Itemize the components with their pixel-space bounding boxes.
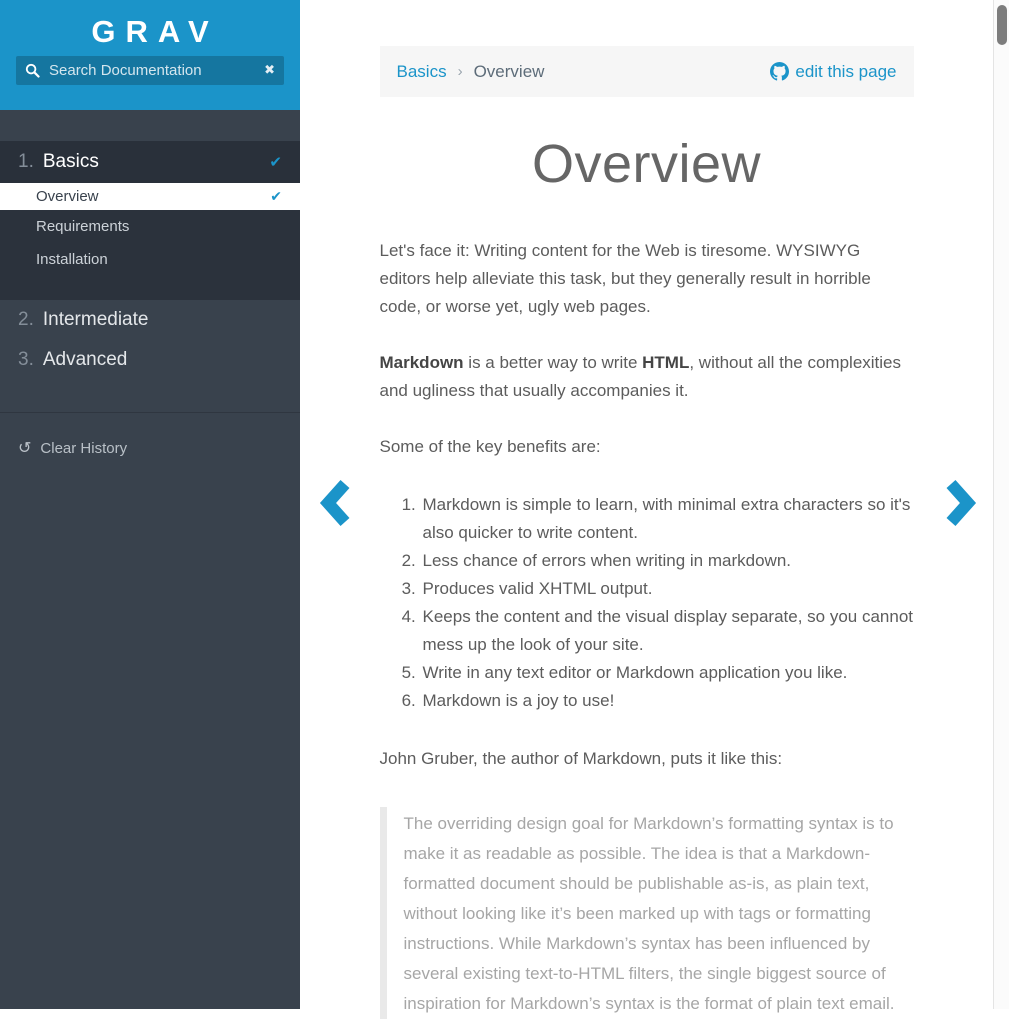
prev-page-button[interactable] (317, 477, 351, 529)
page-title: Overview (531, 134, 762, 194)
next-page-button[interactable] (945, 477, 979, 529)
chapter-label: Basics (42, 151, 99, 172)
scrollbar-track[interactable] (993, 0, 1009, 1009)
bold-html: HTML (642, 353, 690, 372)
sidebar-chapter-advanced[interactable] (0, 340, 300, 380)
article (380, 133, 914, 1019)
list-item: 1. Markdown is simple to learn, with minimal extra characters so it's also quicker to write content. (421, 491, 914, 547)
sidebar-item-label: Overview (36, 188, 99, 205)
list-item: 3. Produces valid XHTML output. (421, 575, 914, 603)
edit-this-page-link[interactable] (770, 62, 896, 82)
list-item: 4. Keeps the content and the visual display separate, so you cannot mess up the look of your site. (421, 603, 914, 659)
grav-logo[interactable]: GRAV (91, 14, 219, 49)
breadcrumb (380, 46, 914, 97)
scrollbar-thumb[interactable] (997, 5, 1007, 45)
markdown-paragraph: Markdown is a better way to write HTML, without all the complexities and ugliness that usually accompanies it. (379, 353, 902, 400)
chapter-number: 1. (18, 151, 34, 172)
clear-history-button[interactable] (0, 412, 300, 457)
sidebar-item-requirements[interactable] (0, 210, 300, 243)
list-item: 2. Less chance of errors when writing in markdown. (421, 547, 914, 575)
sidebar-item-label: Requirements (36, 218, 130, 235)
sidebar-item-label: Installation (36, 251, 108, 268)
chevron-right-icon (945, 477, 979, 529)
search-input[interactable] (16, 56, 284, 85)
gruber-quote: The overriding design goal for Markdown’s formatting syntax is to make it as readable as possible. The idea is that a Markdown-formatted document should be publishable as-is, as plain text, without looking like it’s been marked up with tags or formatting instructions. While Markdown’s syntax has been influenced by several existing text-to-HTML filters, the single biggest source of inspiration for Markdown’s syntax is the format of plain text email. (380, 807, 914, 1019)
chapter-number: 3. (18, 349, 34, 370)
bold-markdown: Markdown (379, 353, 464, 372)
chapter-number: 2. (18, 309, 34, 330)
main-content (300, 0, 993, 1013)
sidebar-spacer (0, 380, 300, 412)
clear-history-label: Clear History (40, 440, 128, 457)
sidebar-sublist-basics (0, 183, 300, 300)
chapter-label: Intermediate (42, 309, 149, 330)
check-icon: ✔ (269, 154, 282, 171)
search-box (16, 56, 284, 85)
chapter-label: Advanced (42, 349, 128, 370)
sidebar-chapter-intermediate[interactable] (0, 300, 300, 340)
clear-search-icon[interactable]: ✖ (264, 62, 275, 77)
sidebar (0, 0, 300, 1009)
sidebar-nav (0, 141, 300, 380)
sidebar-spacer-band (0, 110, 300, 141)
sidebar-chapter-basics[interactable] (0, 141, 300, 183)
history-icon: ↺ (18, 439, 32, 457)
gruber-intro: John Gruber, the author of Markdown, puts it like this: (379, 749, 783, 768)
chevron-left-icon (317, 477, 351, 529)
breadcrumb-separator-icon: › (457, 63, 463, 80)
github-icon (770, 62, 789, 81)
benefits-list (380, 491, 914, 715)
list-item: 5. Write in any text editor or Markdown application you like. (421, 659, 914, 687)
benefits-intro: Some of the key benefits are: (379, 437, 601, 456)
breadcrumb-link-basics[interactable]: Basics (396, 61, 447, 81)
sidebar-item-installation[interactable] (0, 243, 300, 276)
breadcrumb-current: Overview (473, 61, 545, 81)
edit-link-label: edit this page (795, 61, 897, 81)
check-icon: ✔ (270, 188, 282, 204)
intro-paragraph: Let's face it: Writing content for the Web is tiresome. WYSIWYG editors help alleviate this task, but they generally result in horrible code, or worse yet, ugly web pages. (379, 241, 871, 316)
list-item: 6. Markdown is a joy to use! (421, 687, 914, 715)
sidebar-header (0, 0, 300, 110)
search-icon (25, 63, 40, 78)
sidebar-item-overview[interactable] (0, 183, 300, 210)
